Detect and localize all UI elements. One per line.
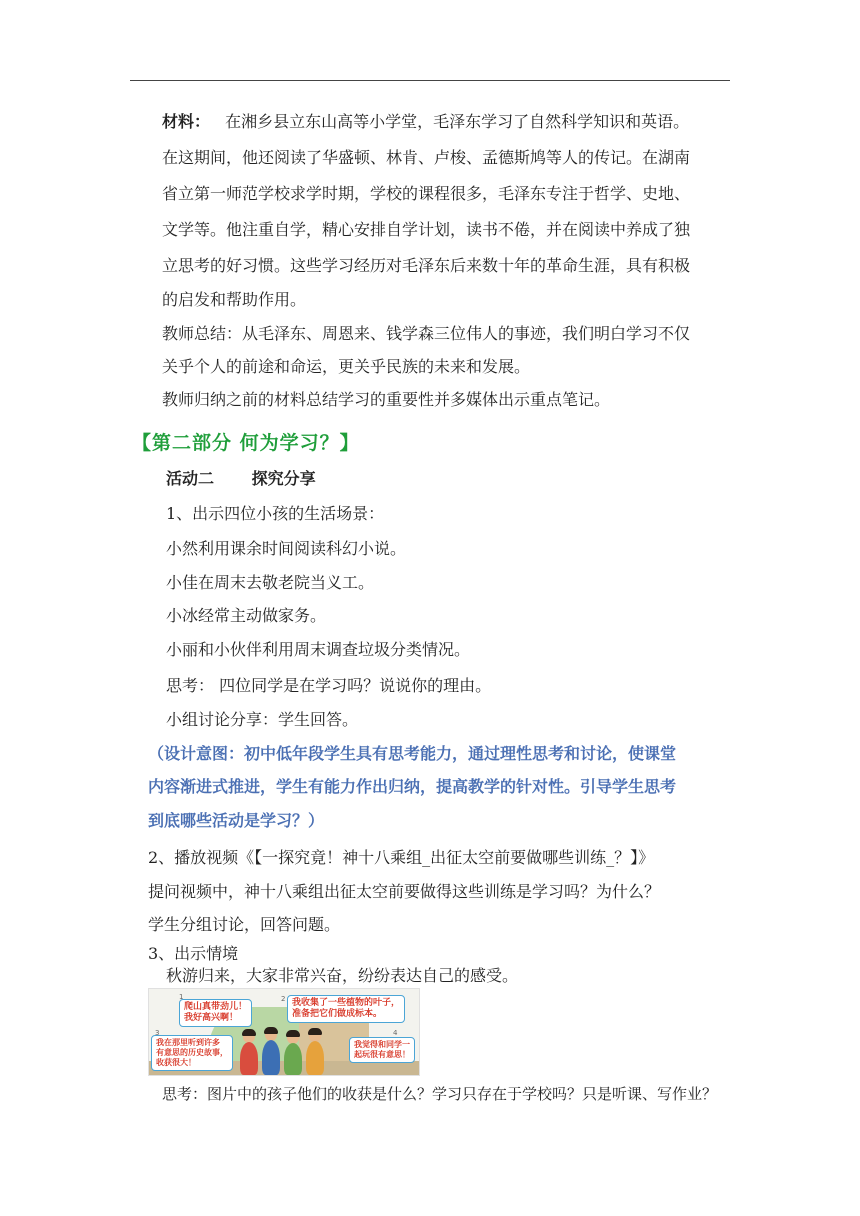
header-rule	[130, 80, 730, 81]
material-line-6: 的启发和帮助作用。	[162, 290, 307, 309]
scene-discuss: 小组讨论分享：学生回答。	[166, 710, 359, 729]
speech-bubble-3-text: 我在那里听到许多 有意思的历史故事， 收获很大！	[156, 1038, 228, 1067]
autumn-trip-illustration	[148, 988, 420, 1076]
bubble-number-4: 4	[393, 1029, 398, 1037]
situation-line: 秋游归来，大家非常兴奋，纷纷表达自己的感受。	[166, 966, 519, 985]
design-intent-line-1: （设计意图：初中低年段学生具有思考能力，通过理性思考和讨论，使课堂	[148, 744, 677, 763]
material-line-2: 在这期间，他还阅读了华盛顿、林肯、卢梭、孟德斯鸠等人的传记。在湖南	[162, 148, 691, 167]
material-line-1	[162, 112, 689, 132]
video-line-1: 2、播放视频《【一探究竟！神十八乘组_出征太空前要做哪些训练_？】》	[148, 848, 655, 867]
scene-item-4: 小丽和小伙伴利用周末调查垃圾分类情况。	[166, 640, 471, 659]
activity-title	[166, 469, 316, 489]
final-question: 思考：图片中的孩子他们的收获是什么？学习只存在于学校吗？只是听课、写作业？	[162, 1085, 718, 1103]
design-intent-line-2: 内容渐进式推进，学生有能力作出归纳，提高教学的针对性。引导学生思考	[148, 777, 677, 796]
speech-bubble-4	[349, 1037, 415, 1063]
bubble-number-3: 3	[155, 1029, 160, 1037]
activity-title-label: 活动二	[166, 469, 215, 488]
speech-bubble-2	[287, 995, 405, 1023]
scene-item-1: 小然利用课余时间阅读科幻小说。	[166, 539, 407, 558]
scene-item-2: 小佳在周末去敬老院当义工。	[166, 573, 375, 592]
bubble-number-2: 2	[281, 995, 286, 1003]
speech-bubble-4-text: 我觉得和同学一 起玩很有意思！	[354, 1040, 410, 1059]
speech-bubble-2-text: 我收集了一些植物的叶子， 准备把它们做成标本。	[292, 998, 401, 1019]
scene-intro: 1、出示四位小孩的生活场景：	[166, 504, 385, 523]
material-line-5: 立思考的好习惯。这些学习经历对毛泽东后来数十年的革命生涯，具有积极	[162, 256, 691, 275]
situation-title: 3、出示情境	[148, 944, 239, 963]
material-line-4: 文学等。他注重自学，精心安排自学计划，读书不倦，并在阅读中养成了独	[162, 220, 691, 239]
speech-bubble-3	[151, 1035, 233, 1071]
summary-line-2: 关乎个人的前途和命运，更关乎民族的未来和发展。	[162, 357, 531, 376]
scene-think: 思考： 四位同学是在学习吗？说说你的理由。	[166, 676, 492, 695]
material-label: 材料：	[162, 112, 211, 131]
bubble-number-1: 1	[179, 993, 184, 1001]
summary-line-1: 教师总结：从毛泽东、周恩来、钱学森三位伟人的事迹，我们明白学习不仅	[162, 324, 691, 343]
activity-subtitle: 探究分享	[251, 469, 316, 488]
speech-bubble-1-text: 爬山真带劲儿！ 我好高兴啊！	[184, 1002, 248, 1023]
notes-line: 教师归纳之前的材料总结学习的重要性并多媒体出示重点笔记。	[162, 390, 611, 409]
design-intent-line-3: 到底哪些活动是学习？）	[148, 811, 325, 830]
video-line-3: 学生分组讨论，回答问题。	[148, 915, 341, 934]
speech-bubble-1	[179, 999, 252, 1027]
video-line-2: 提问视频中，神十八乘组出征太空前要做得这些训练是学习吗？为什么？	[148, 882, 661, 901]
material-text-1: 在湘乡县立东山高等小学堂，毛泽东学习了自然科学知识和英语。	[225, 112, 690, 131]
section-heading: 【第二部分 何为学习？】	[132, 432, 360, 454]
scene-item-3: 小冰经常主动做家务。	[166, 606, 327, 625]
material-line-3: 省立第一师范学校求学时期，学校的课程很多，毛泽东专注于哲学、史地、	[162, 184, 691, 203]
